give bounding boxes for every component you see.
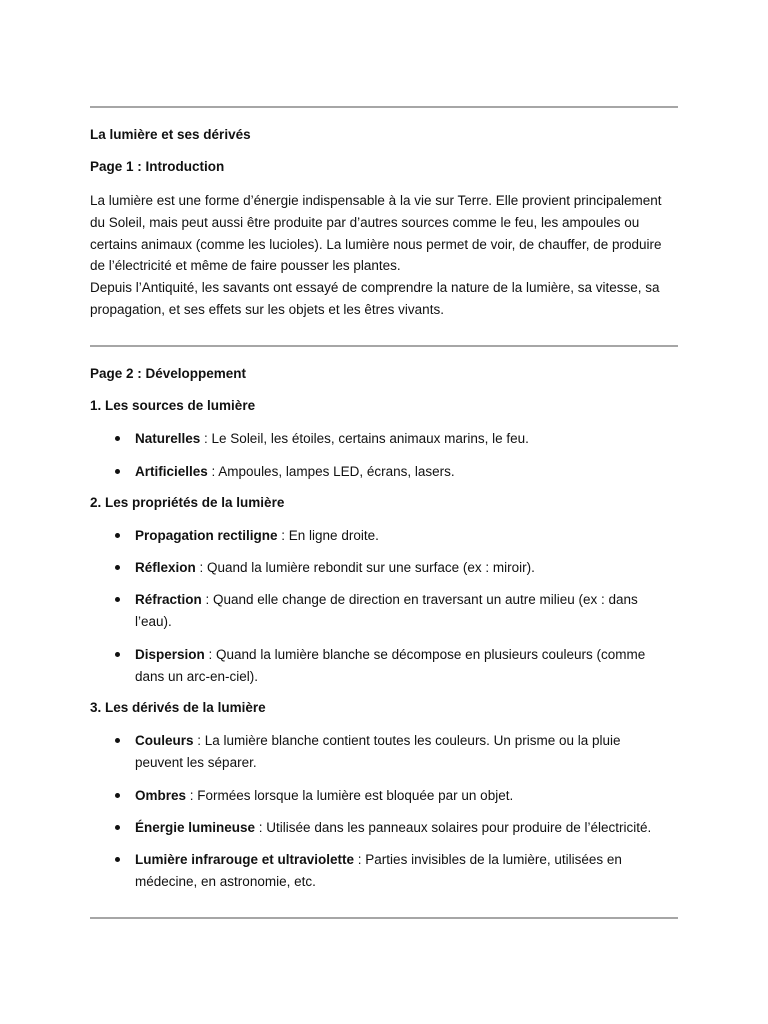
page1-heading: Page 1 : Introduction: [90, 159, 225, 174]
item-text: : Quand elle change de direction en traversant un autre milieu (ex : dans l’eau).: [135, 592, 638, 629]
section-1-title: 1. Les sources de lumière: [90, 398, 256, 413]
bullet-icon: [115, 436, 120, 441]
section-3-list-cont-2: [90, 817, 690, 839]
bullet-icon: [115, 793, 120, 798]
item-text: : Formées lorsque la lumière est bloquée par un objet.: [186, 788, 514, 803]
item-term: Réflexion: [135, 560, 196, 575]
item-term: Naturelles: [135, 431, 201, 446]
section-2-list-cont-3: [90, 644, 650, 688]
item-term: Artificielles: [135, 464, 208, 479]
list-item: [90, 461, 680, 483]
divider-bottom: [90, 917, 678, 919]
item-text: : Quand la lumière rebondit sur une surface (ex : miroir).: [195, 560, 535, 575]
item-text: : Utilisée dans les panneaux solaires pour produire de l’électricité.: [255, 820, 652, 835]
list-item: [90, 644, 650, 688]
bullet-icon: [115, 825, 120, 830]
bullet-icon: [115, 652, 120, 657]
intro-paragraph-2: Depuis l’Antiquité, les savants ont essayé de comprendre la nature de la lumière, sa vitesse, sa propagation, et ses effets sur les objets et les êtres vivants.: [90, 280, 660, 317]
item-text: : En ligne droite.: [277, 528, 379, 543]
list-item: [90, 817, 690, 839]
bullet-icon: [115, 565, 120, 570]
divider-top: [90, 106, 678, 108]
bullet-icon: [115, 857, 120, 862]
section-2-list-cont-2: [90, 589, 650, 633]
item-text: : Parties invisibles de la lumière, utilisées en médecine, en astronomie, etc.: [135, 852, 622, 889]
bullet-icon: [115, 469, 120, 474]
section-3-list-cont-3: [90, 849, 650, 893]
list-item: [90, 730, 650, 774]
list-item: [90, 785, 680, 807]
section-2-list-cont-1: [90, 557, 680, 579]
item-text: : Le Soleil, les étoiles, certains animaux marins, le feu.: [200, 431, 529, 446]
item-term: Lumière infrarouge et ultraviolette: [135, 852, 355, 867]
item-term: Couleurs: [135, 733, 194, 748]
item-term: Propagation rectiligne: [135, 528, 278, 543]
section-3-list-cont-1: [90, 785, 680, 807]
intro-block: [90, 190, 680, 321]
item-term: Réfraction: [135, 592, 202, 607]
bullet-icon: [115, 597, 120, 602]
item-term: Énergie lumineuse: [135, 820, 256, 835]
item-text: : La lumière blanche contient toutes les couleurs. Un prisme ou la pluie peuvent les séparer.: [135, 733, 621, 770]
section-1-list: [90, 428, 680, 450]
divider-middle: [90, 345, 678, 347]
item-text: : Ampoules, lampes LED, écrans, lasers.: [207, 464, 455, 479]
list-item: [90, 849, 650, 893]
section-1-list-cont: [90, 461, 680, 483]
section-3-title: 3. Les dérivés de la lumière: [90, 700, 266, 715]
bullet-icon: [115, 533, 120, 538]
section-3-list: [90, 730, 650, 774]
item-text: : Quand la lumière blanche se décompose en plusieurs couleurs (comme dans un arc-en-ciel).: [135, 647, 646, 684]
document-title: La lumière et ses dérivés: [90, 127, 251, 142]
section-2-list: [90, 525, 680, 547]
intro-paragraph-1: La lumière est une forme d’énergie indispensable à la vie sur Terre. Elle provient principalement du Soleil, mais peut aussi être produite par d’autres sources comme le feu, les ampoules ou certains animaux (comme les lucioles). La lumière nous permet de voir, de chauffer, de produire de l’électricité et même de faire pousser les plantes.: [90, 193, 662, 274]
item-term: Dispersion: [135, 647, 205, 662]
list-item: [90, 525, 680, 547]
list-item: [90, 428, 680, 450]
list-item: [90, 589, 650, 633]
bullet-icon: [115, 738, 120, 743]
section-2-title: 2. Les propriétés de la lumière: [90, 495, 285, 510]
list-item: [90, 557, 680, 579]
page2-heading: Page 2 : Développement: [90, 366, 247, 381]
item-term: Ombres: [135, 788, 187, 803]
